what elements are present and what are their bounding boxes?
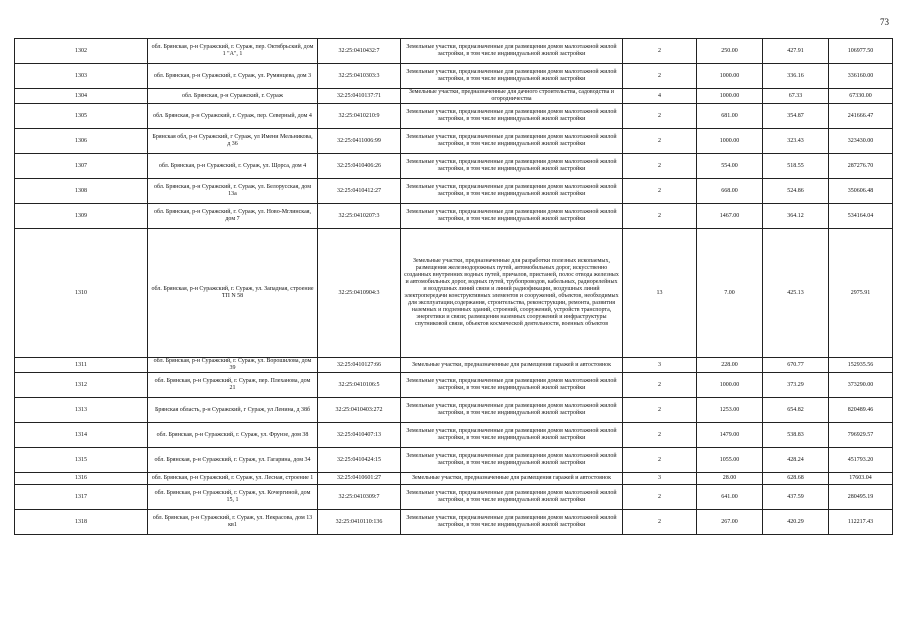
table-row	[15, 510, 893, 535]
table-row	[15, 229, 893, 358]
land-use-cell: Земельные участки, предназначенные для размещения домов малоэтажной жилой застройки, в том числе индивидуальной жилой застройки	[401, 398, 623, 423]
row-number-cell: 1302	[15, 39, 148, 64]
cadastral-value-cell: 280495.19	[829, 485, 893, 510]
land-use-cell: Земельные участки, предназначенные для размещения гаражей и автостоянок	[401, 473, 623, 485]
cadastral-number-cell: 32:25:0410406:26	[318, 154, 401, 179]
use-group-cell: 2	[623, 154, 697, 179]
address-cell: обл. Брянская, р-н Суражский, г. Сураж, ул. Западная, строение ТП N 58	[148, 229, 318, 358]
table-row	[15, 129, 893, 154]
land-use-cell: Земельные участки, предназначенные для размещения домов малоэтажной жилой застройки, в том числе индивидуальной жилой застройки	[401, 510, 623, 535]
specific-value-cell: 427.91	[763, 39, 829, 64]
address-cell: обл. Брянская, р-н Суражский, г. Сураж, ул. Некрасова, дом 13 кв1	[148, 510, 318, 535]
table-row	[15, 473, 893, 485]
use-group-cell: 2	[623, 398, 697, 423]
use-group-cell: 2	[623, 179, 697, 204]
specific-value-cell: 425.13	[763, 229, 829, 358]
row-number-cell: 1315	[15, 448, 148, 473]
specific-value-cell: 67.33	[763, 89, 829, 104]
use-group-cell: 2	[623, 448, 697, 473]
specific-value-cell: 628.68	[763, 473, 829, 485]
specific-value-cell: 654.82	[763, 398, 829, 423]
table-row	[15, 64, 893, 89]
area-cell: 7.00	[697, 229, 763, 358]
area-cell: 668.00	[697, 179, 763, 204]
cadastral-value-cell: 152935.56	[829, 358, 893, 373]
cadastral-number-cell: 32:25:0410407:13	[318, 423, 401, 448]
cadastral-value-cell: 323430.00	[829, 129, 893, 154]
table-row	[15, 448, 893, 473]
specific-value-cell: 354.87	[763, 104, 829, 129]
cadastral-number-cell: 32:25:0410303:3	[318, 64, 401, 89]
address-cell: обл. Брянская, р-н Суражский, г. Сураж, ул. Кочергиной, дом 15, 1	[148, 485, 318, 510]
cadastral-value-cell: 373290.00	[829, 373, 893, 398]
specific-value-cell: 428.24	[763, 448, 829, 473]
address-cell: обл. Брянская, р-н Суражский, г. Сураж, ул. Фрунзе, дом 38	[148, 423, 318, 448]
land-use-cell: Земельные участки, предназначенные для размещения домов малоэтажной жилой застройки, в том числе индивидуальной жилой застройки	[401, 373, 623, 398]
use-group-cell: 2	[623, 104, 697, 129]
use-group-cell: 4	[623, 89, 697, 104]
cadastral-number-cell: 32:25:0410601:27	[318, 473, 401, 485]
use-group-cell: 2	[623, 373, 697, 398]
table-row	[15, 39, 893, 64]
row-number-cell: 1307	[15, 154, 148, 179]
land-use-cell: Земельные участки, предназначенные для размещения домов малоэтажной жилой застройки, в том числе индивидуальной жилой застройки	[401, 204, 623, 229]
area-cell: 641.00	[697, 485, 763, 510]
row-number-cell: 1303	[15, 64, 148, 89]
specific-value-cell: 336.16	[763, 64, 829, 89]
cadastral-value-cell: 17603.04	[829, 473, 893, 485]
area-cell: 228.00	[697, 358, 763, 373]
address-cell: обл. Брянская, р-н Суражский, г. Сураж, пер. Северный, дом 4	[148, 104, 318, 129]
specific-value-cell: 323.43	[763, 129, 829, 154]
cadastral-value-cell: 67330.00	[829, 89, 893, 104]
area-cell: 554.00	[697, 154, 763, 179]
land-use-cell: Земельные участки, предназначенные для размещения гаражей и автостоянок	[401, 358, 623, 373]
table-row	[15, 485, 893, 510]
cadastral-value-cell: 796929.57	[829, 423, 893, 448]
table-row	[15, 423, 893, 448]
table-row	[15, 398, 893, 423]
cadastral-value-cell: 112217.43	[829, 510, 893, 535]
specific-value-cell: 437.59	[763, 485, 829, 510]
specific-value-cell: 518.55	[763, 154, 829, 179]
area-cell: 250.00	[697, 39, 763, 64]
use-group-cell: 2	[623, 64, 697, 89]
address-cell: Брянская обл, р-н Суражский, г Сураж, ул Имени Мельникова, д 36	[148, 129, 318, 154]
area-cell: 1479.00	[697, 423, 763, 448]
address-cell: обл. Брянская, р-н Суражский, г. Сураж, ул. Гагарина, дом 34	[148, 448, 318, 473]
address-cell: обл. Брянская, р-н Суражский, г. Сураж, пер. Плеханова, дом 21	[148, 373, 318, 398]
specific-value-cell: 420.29	[763, 510, 829, 535]
cadastral-value-cell: 350606.48	[829, 179, 893, 204]
land-use-cell: Земельные участки, предназначенные для размещения домов малоэтажной жилой застройки, в том числе индивидуальной жилой застройки	[401, 64, 623, 89]
land-use-cell: Земельные участки, предназначенные для разработки полезных ископаемых, размещения железнодорожных путей, автомобильных дорог, искусственно созданных внутренних водных путей, причалов, пристаней, полос отвода железных и автомобильных дорог, водных путей, трубопроводов, кабельных, радиорелейных и воздушных линий связи и линий радиофикации, воздушных линий электропередачи конструктивных элементов и сооружений, объектов, необходимых для эксплуатации,содержания, строительства, реконструкции, ремонта, развития наземных и подземных зданий, строений, сооружений, устройств транспорта, энергетики и связи; размещения наземных сооружений и инфраструктуры спутниковой связи, объектов космической деятельности, военных объектов	[401, 229, 623, 358]
area-cell: 1000.00	[697, 129, 763, 154]
cadastral-value-table	[14, 38, 893, 535]
specific-value-cell: 364.12	[763, 204, 829, 229]
row-number-cell: 1313	[15, 398, 148, 423]
cadastral-number-cell: 32:25:0410432:7	[318, 39, 401, 64]
cadastral-value-cell: 451793.20	[829, 448, 893, 473]
land-use-cell: Земельные участки, предназначенные для размещения домов малоэтажной жилой застройки, в том числе индивидуальной жилой застройки	[401, 39, 623, 64]
cadastral-number-cell: 32:25:0410403:272	[318, 398, 401, 423]
table-row	[15, 204, 893, 229]
cadastral-number-cell: 32:25:0410127:66	[318, 358, 401, 373]
row-number-cell: 1312	[15, 373, 148, 398]
cadastral-number-cell: 32:25:0410207:3	[318, 204, 401, 229]
cadastral-value-cell: 534164.04	[829, 204, 893, 229]
address-cell: обл. Брянская, р-н Суражский, г. Сураж, ул. Лесная, строение 1	[148, 473, 318, 485]
cadastral-value-cell: 336160.00	[829, 64, 893, 89]
row-number-cell: 1305	[15, 104, 148, 129]
address-cell: обл. Брянская, р-н Суражский, г. Сураж, ул. Ворошилова, дом 39	[148, 358, 318, 373]
area-cell: 267.00	[697, 510, 763, 535]
cadastral-number-cell: 32:25:0410309:7	[318, 485, 401, 510]
address-cell: обл. Брянская, р-н Суражский, г. Сураж, ул. Румянцева, дом 3	[148, 64, 318, 89]
use-group-cell: 2	[623, 510, 697, 535]
cadastral-number-cell: 32:25:0410137:71	[318, 89, 401, 104]
area-cell: 1000.00	[697, 373, 763, 398]
specific-value-cell: 670.77	[763, 358, 829, 373]
area-cell: 1253.00	[697, 398, 763, 423]
page-number: 73	[880, 17, 889, 27]
land-use-cell: Земельные участки, предназначенные для размещения домов малоэтажной жилой застройки, в том числе индивидуальной жилой застройки	[401, 129, 623, 154]
use-group-cell: 2	[623, 129, 697, 154]
use-group-cell: 2	[623, 39, 697, 64]
row-number-cell: 1304	[15, 89, 148, 104]
area-cell: 1000.00	[697, 89, 763, 104]
cadastral-number-cell: 32:25:0410412:27	[318, 179, 401, 204]
table-row	[15, 373, 893, 398]
cadastral-number-cell: 32:25:0410210:9	[318, 104, 401, 129]
cadastral-value-cell: 2975.91	[829, 229, 893, 358]
address-cell: обл. Брянская, р-н Суражский, г. Сураж, ул. Ново-Мглинская, дом 7	[148, 204, 318, 229]
row-number-cell: 1318	[15, 510, 148, 535]
address-cell: обл. Брянская, р-н Суражский, г. Сураж, ул. Щорса, дом 4	[148, 154, 318, 179]
specific-value-cell: 373.29	[763, 373, 829, 398]
area-cell: 28.00	[697, 473, 763, 485]
cadastral-number-cell: 32:25:0411006:99	[318, 129, 401, 154]
row-number-cell: 1316	[15, 473, 148, 485]
row-number-cell: 1308	[15, 179, 148, 204]
land-use-cell: Земельные участки, предназначенные для размещения домов малоэтажной жилой застройки, в том числе индивидуальной жилой застройки	[401, 448, 623, 473]
use-group-cell: 13	[623, 229, 697, 358]
address-cell: Брянская область, р-н Суражский, г Сураж, ул Ленина, д 38б	[148, 398, 318, 423]
cadastral-value-cell: 820489.46	[829, 398, 893, 423]
area-cell: 1055.00	[697, 448, 763, 473]
use-group-cell: 3	[623, 358, 697, 373]
cadastral-value-cell: 287276.70	[829, 154, 893, 179]
area-cell: 1467.00	[697, 204, 763, 229]
row-number-cell: 1310	[15, 229, 148, 358]
table-body	[15, 39, 893, 535]
land-use-cell: Земельные участки, предназначенные для размещения домов малоэтажной жилой застройки, в том числе индивидуальной жилой застройки	[401, 179, 623, 204]
area-cell: 1000.00	[697, 64, 763, 89]
area-cell: 681.00	[697, 104, 763, 129]
row-number-cell: 1314	[15, 423, 148, 448]
table-row	[15, 358, 893, 373]
use-group-cell: 2	[623, 423, 697, 448]
row-number-cell: 1311	[15, 358, 148, 373]
cadastral-value-cell: 106977.50	[829, 39, 893, 64]
cadastral-value-cell: 241666.47	[829, 104, 893, 129]
land-use-cell: Земельные участки, предназначенные для размещения домов малоэтажной жилой застройки, в том числе индивидуальной жилой застройки	[401, 104, 623, 129]
row-number-cell: 1309	[15, 204, 148, 229]
row-number-cell: 1306	[15, 129, 148, 154]
table-row	[15, 89, 893, 104]
row-number-cell: 1317	[15, 485, 148, 510]
cadastral-number-cell: 32:25:0410106:5	[318, 373, 401, 398]
land-use-cell: Земельные участки, предназначенные для размещения домов малоэтажной жилой застройки, в том числе индивидуальной жилой застройки	[401, 485, 623, 510]
land-use-cell: Земельные участки, предназначенные для дачного строительства, садоводства и огородничества	[401, 89, 623, 104]
address-cell: обл. Брянская, р-н Суражский, г. Сураж, пер. Октябрьский, дом 1 "А", 1	[148, 39, 318, 64]
land-use-cell: Земельные участки, предназначенные для размещения домов малоэтажной жилой застройки, в том числе индивидуальной жилой застройки	[401, 423, 623, 448]
cadastral-number-cell: 32:25:0410904:3	[318, 229, 401, 358]
address-cell: обл. Брянская, р-н Суражский, г. Сураж	[148, 89, 318, 104]
specific-value-cell: 524.86	[763, 179, 829, 204]
cadastral-number-cell: 32:25:0410110:136	[318, 510, 401, 535]
specific-value-cell: 538.83	[763, 423, 829, 448]
table-row	[15, 179, 893, 204]
table-row	[15, 104, 893, 129]
table-row	[15, 154, 893, 179]
land-use-cell: Земельные участки, предназначенные для размещения домов малоэтажной жилой застройки, в том числе индивидуальной жилой застройки	[401, 154, 623, 179]
address-cell: обл. Брянская, р-н Суражский, г. Сураж, ул. Белорусская, дом 13а	[148, 179, 318, 204]
cadastral-number-cell: 32:25:0410424:15	[318, 448, 401, 473]
use-group-cell: 2	[623, 485, 697, 510]
use-group-cell: 3	[623, 473, 697, 485]
use-group-cell: 2	[623, 204, 697, 229]
